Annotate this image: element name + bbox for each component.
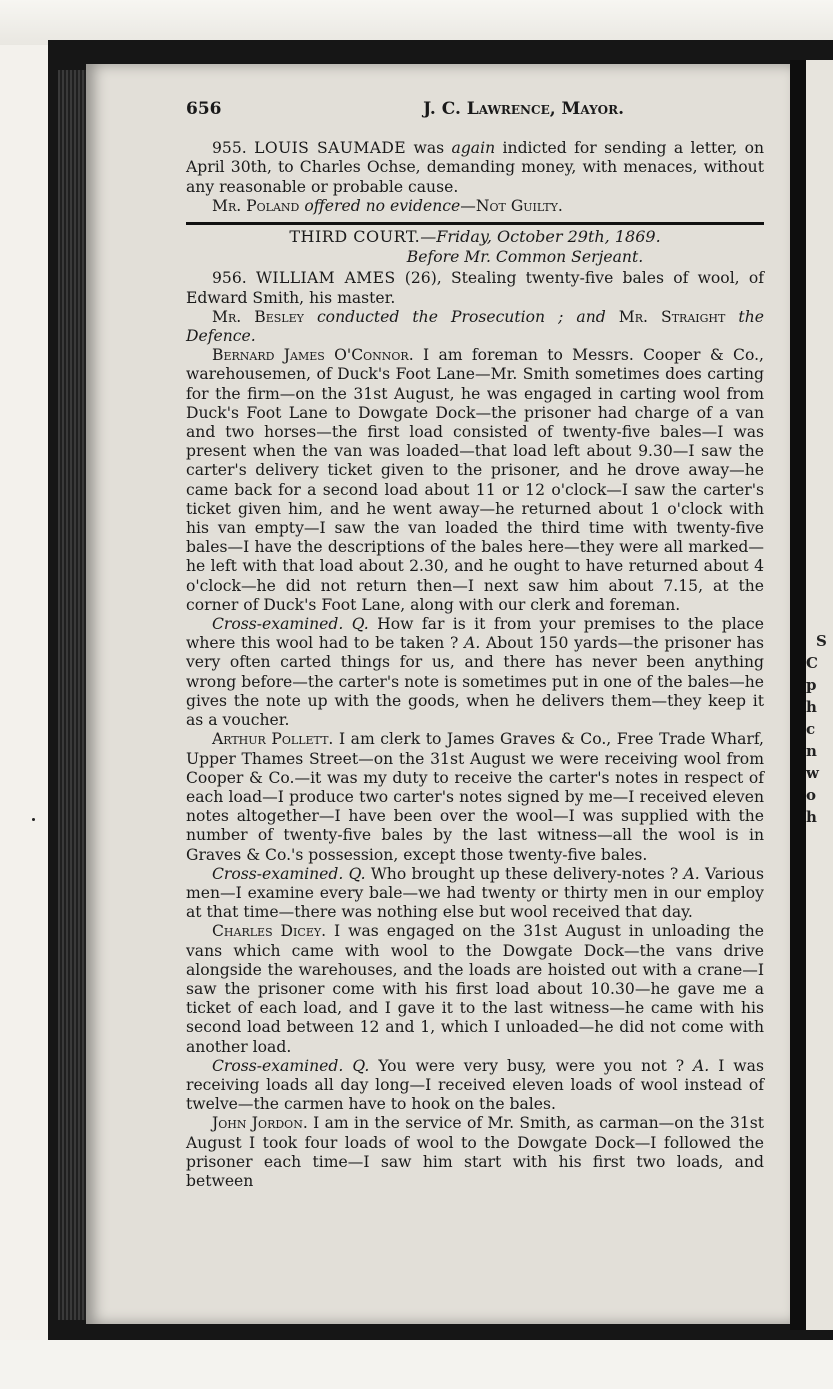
witness-name: John Jordon.	[212, 1114, 308, 1133]
prosecution-counsel: Mr. Besley	[212, 307, 304, 326]
defendant-age: (26),	[404, 269, 442, 288]
testimony-paragraph	[186, 346, 764, 615]
case-text-italic: again	[451, 139, 496, 158]
case-955-paragraph	[186, 139, 764, 197]
case-text: indicted for sending a letter, on April 30th, to Charles Ochse, demanding money, with menaces, without any reasonable or probable cause.	[186, 139, 765, 196]
question-text: How far is it from your premises to the place where this wool had to be taken ?	[186, 615, 764, 653]
charge-text: Stealing twenty-five bales of wool, of Edward Smith, his master.	[186, 269, 765, 307]
question-label: Q.	[348, 864, 366, 883]
question-text: You were very busy, were you not ?	[378, 1056, 685, 1075]
witness-name: Arthur Pollett.	[212, 730, 334, 749]
case-956-counsel	[186, 308, 764, 346]
answer-text: I was receiving loads all day long—I received eleven loads of wool instead of twelve—the carmen have to hook on the bales.	[186, 1056, 764, 1114]
answer-label: A.	[693, 1056, 710, 1075]
court-name: THIRD COURT.	[289, 227, 421, 247]
case-number: 956.	[212, 269, 247, 288]
testimony-text: I am in the service of Mr. Smith, as carman—on the 31st August I took four loads of wool to the Dowgate Dock—I followed the prisoner each time—I saw him start with his first two loads, and between	[186, 1114, 764, 1190]
running-head: J. C. Lawrence, Mayor.	[423, 99, 624, 119]
testimony-paragraph	[186, 1114, 764, 1191]
answer-text: About 150 yards—the prisoner has very often carted things for us, and there has never been anything wrong before—the carter's note is sometimes put in one of the bales—he gives the note up with the goods, when he delivers them—they keep it as a voucher.	[186, 634, 764, 730]
scan-background-bottom	[0, 1340, 833, 1389]
court-heading	[186, 227, 764, 246]
page-header	[186, 100, 764, 119]
page-content	[186, 100, 764, 1191]
witness-name: Charles Dicey.	[212, 922, 327, 941]
book-gutter-right	[790, 60, 833, 1330]
cross-examined-label: Cross-examined.	[212, 864, 344, 883]
page-number: 656	[186, 99, 222, 119]
before-judge: Before Mr. Common Serjeant.	[406, 248, 644, 267]
court-date: —Friday, October 29th, 1869.	[420, 227, 661, 247]
counsel-action: offered no evidence	[304, 196, 461, 215]
testimony-text: I am clerk to James Graves & Co., Free Trade Wharf, Upper Thames Street—on the 31st August we were receiving wool from Cooper & Co.—it was my duty to receive the carter's notes in respect of each load—I produce two carter's notes signed by me—I received eleven notes altogether—I have been over the wool—I was supplied with the number of twenty-five bales by the last witness—all the wool is in Graves & Co.'s possession, except those twenty-five bales.	[186, 730, 764, 864]
case-text: was	[413, 139, 445, 158]
answer-text: Various men—I examine every bale—we had twenty or thirty men in our employ at that time—there was nothing else but wool received that day.	[186, 864, 764, 922]
section-rule-double	[186, 222, 764, 225]
defendant-name: WILLIAM AMES	[255, 269, 396, 288]
counsel-name: Mr. Poland	[212, 196, 300, 215]
testimony-paragraph	[186, 922, 764, 1056]
scan-speck	[32, 818, 35, 821]
page-stack-edge	[58, 70, 88, 1320]
counsel-text: conducted the Prosecution ; and	[316, 307, 606, 326]
question-label: Q.	[351, 615, 369, 634]
cross-exam-paragraph	[186, 865, 764, 923]
cross-exam-paragraph	[186, 1057, 764, 1115]
testimony-text: I am foreman to Messrs. Cooper & Co., warehousemen, of Duck's Foot Lane—Mr. Smith sometimes does carting for the firm—on the 31st August, he was engaged in carting wool from Duck's Foot Lane to Dowgate Dock—the prisoner had charge of a van and two horses—the first load consisted of twenty-five bales—I was present when the van was loaded—that load left about 9.30—I saw the carter's delivery ticket given to the prisoner, and he drove away—he came back for a second load about 11 or 12 o'clock—I saw the carter's ticket given him, and he went away—he returned about 1 o'clock with his van empty—I saw the van loaded the third time with twenty-five bales—I have the descriptions of the bales here—they were all marked—he left with that load about 2.30, and he ought to have returned about 4 o'clock—he did not return then—I next saw him about 7.15, at the corner of Duck's Foot Lane, along with our clerk and foreman.	[186, 346, 764, 614]
testimony-paragraph	[186, 730, 764, 864]
case-955-outcome	[186, 197, 764, 216]
defence-counsel: Mr. Straight	[618, 307, 726, 326]
cross-exam-paragraph	[186, 615, 764, 730]
cross-examined-label: Cross-examined.	[212, 615, 344, 634]
scan-background-top	[0, 0, 833, 45]
adjacent-page-fragment: S C p h c n w o h	[806, 60, 833, 1330]
witness-name: Bernard James O'Connor.	[212, 346, 414, 365]
testimony-text: I was engaged on the 31st August in unloading the vans which came with wool to the Dowgate Dock—the vans drive alongside the warehouses, and the loads are hoisted out with a crane—I saw the prisoner come with his first load about 10.30—he gave me a ticket of each load, and I gave it to the last witness—he came with his second load between 12 and 1, which I unloaded—he did not come with another load.	[186, 922, 764, 1056]
verdict: —Not Guilty.	[460, 196, 563, 215]
cross-examined-label: Cross-examined.	[212, 1056, 344, 1075]
defendant-name: LOUIS SAUMADE	[254, 139, 407, 158]
answer-label: A.	[464, 634, 481, 653]
counsel-text: the Defence.	[186, 307, 764, 346]
answer-label: A.	[683, 864, 700, 883]
case-956-paragraph	[186, 269, 764, 307]
question-label: Q.	[352, 1056, 370, 1075]
question-text: Who brought up these delivery-notes ?	[370, 864, 679, 883]
case-number: 955.	[212, 139, 247, 158]
